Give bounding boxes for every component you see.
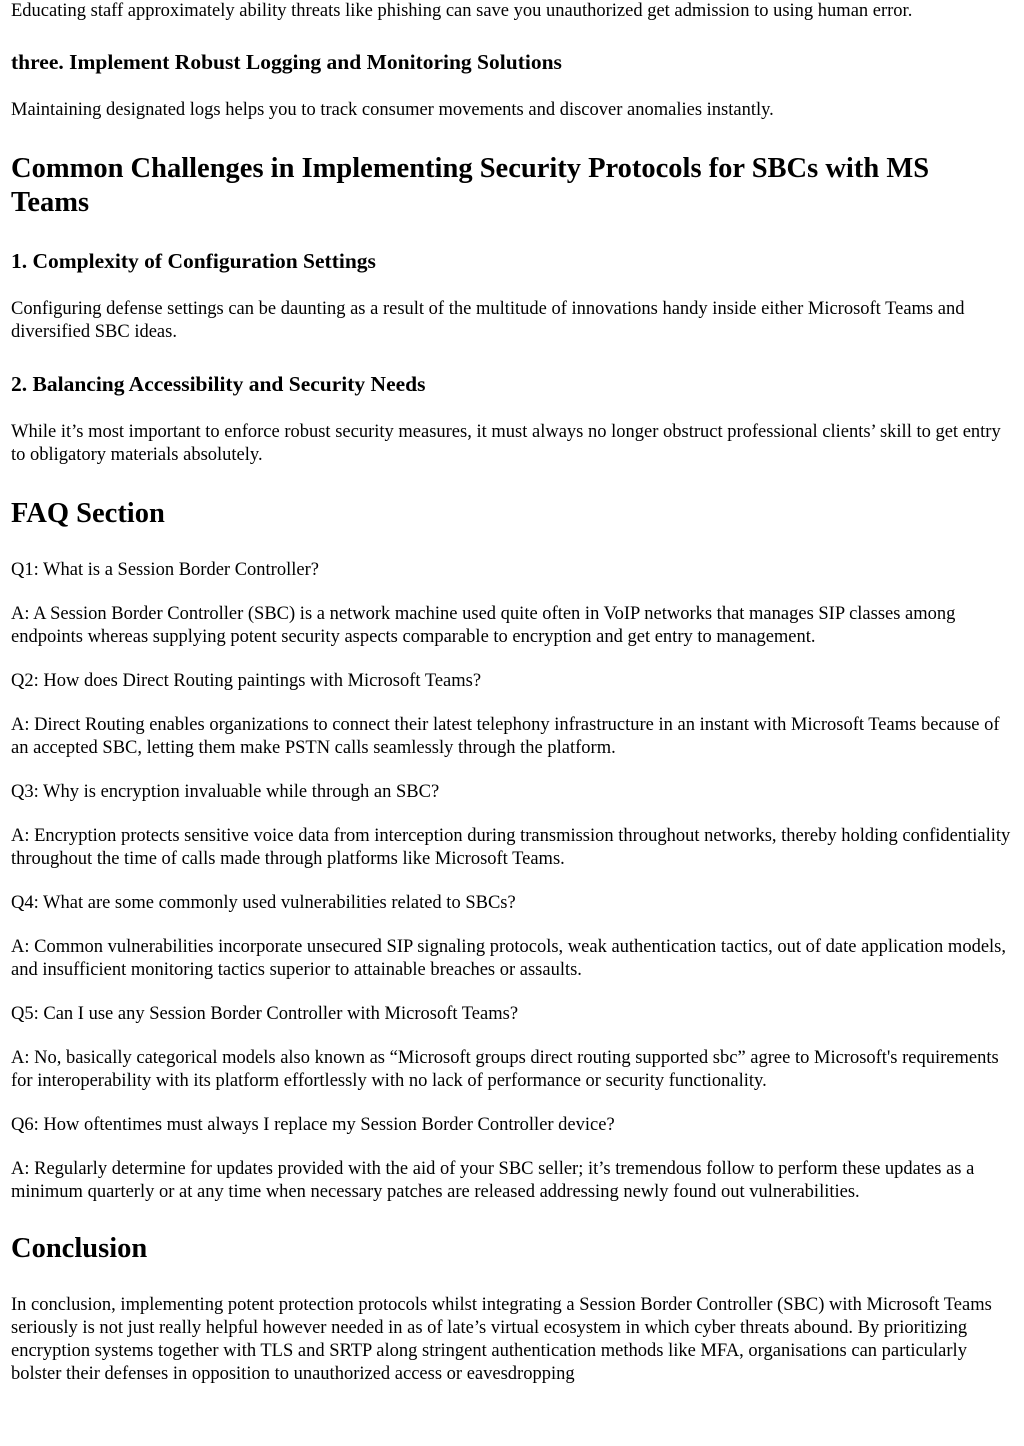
faq-answer-2: A: Direct Routing enables organizations to connect their latest telephony infrastructure in an instant with Microsoft Teams because of an accepted SBC, letting them make PSTN calls seamlessly through the platform. (11, 715, 1000, 758)
faq-answer-1: A: A Session Border Controller (SBC) is a network machine used quite often in VoIP networks that manages SIP classes among endpoints whereas supplying potent security aspects comparable to encryption and get entry to management. (11, 604, 956, 647)
faq-answer-6: A: Regularly determine for updates provided with the aid of your SBC seller; it’s tremendous follow to perform these updates as a minimum quarterly or at any time when necessary patches are released addressing newly found out vulnerabilities. (11, 1159, 975, 1202)
challenges-heading: Common Challenges in Implementing Security Protocols for SBCs with MS Teams (11, 153, 930, 218)
section-heading-logging: three. Implement Robust Logging and Monitoring Solutions (11, 50, 562, 74)
conclusion-text: In conclusion, implementing potent protection protocols whilst integrating a Session Border Controller (SBC) with Microsoft Teams seriously is not just really helpful however needed in as of late’s virtual ecosystem in which cyber threats abound. By prioritizing encryption systems together with TLS and SRTP along stringent authentication methods like MFA, organisations can particularly bolster their defenses in opposition to unauthorized access or eavesdropping (11, 1295, 992, 1384)
faq-heading: FAQ Section (11, 498, 165, 529)
faq-question-6: Q6: How oftentimes must always I replace my Session Border Controller device? (11, 1115, 615, 1135)
faq-answer-4: A: Common vulnerabilities incorporate unsecured SIP signaling protocols, weak authentication tactics, out of date application models, and insufficient monitoring tactics superior to attainable breaches or assaults. (11, 937, 1006, 980)
faq-question-2: Q2: How does Direct Routing paintings with Microsoft Teams? (11, 671, 482, 691)
conclusion-heading: Conclusion (11, 1233, 148, 1264)
faq-answer-5: A: No, basically categorical models also known as “Microsoft groups direct routing supported sbc” agree to Microsoft's requirements for interoperability with its platform effortlessly with no lack of performance or security functionality. (11, 1048, 999, 1091)
challenge-heading-2: 2. Balancing Accessibility and Security Needs (11, 372, 426, 396)
faq-question-4: Q4: What are some commonly used vulnerabilities related to SBCs? (11, 893, 516, 913)
intro-paragraph: Educating staff approximately ability threats like phishing can save you unauthorized get admission to using human error. (11, 1, 913, 21)
challenge-text-2: While it’s most important to enforce robust security measures, it must always no longer obstruct professional clients’ skill to get entry to obligatory materials absolutely. (11, 422, 1001, 465)
challenge-heading-1: 1. Complexity of Configuration Settings (11, 249, 376, 273)
section-text-logging: Maintaining designated logs helps you to track consumer movements and discover anomalies instantly. (11, 100, 774, 120)
faq-question-5: Q5: Can I use any Session Border Controller with Microsoft Teams? (11, 1004, 519, 1024)
faq-question-3: Q3: Why is encryption invaluable while through an SBC? (11, 782, 440, 802)
faq-question-1: Q1: What is a Session Border Controller? (11, 560, 319, 580)
challenge-text-1: Configuring defense settings can be daunting as a result of the multitude of innovations handy inside either Microsoft Teams and diversified SBC ideas. (11, 299, 965, 342)
faq-answer-3: A: Encryption protects sensitive voice data from interception during transmission throughout networks, thereby holding confidentiality throughout the time of calls made through platforms like Microsoft Teams. (11, 826, 1011, 869)
